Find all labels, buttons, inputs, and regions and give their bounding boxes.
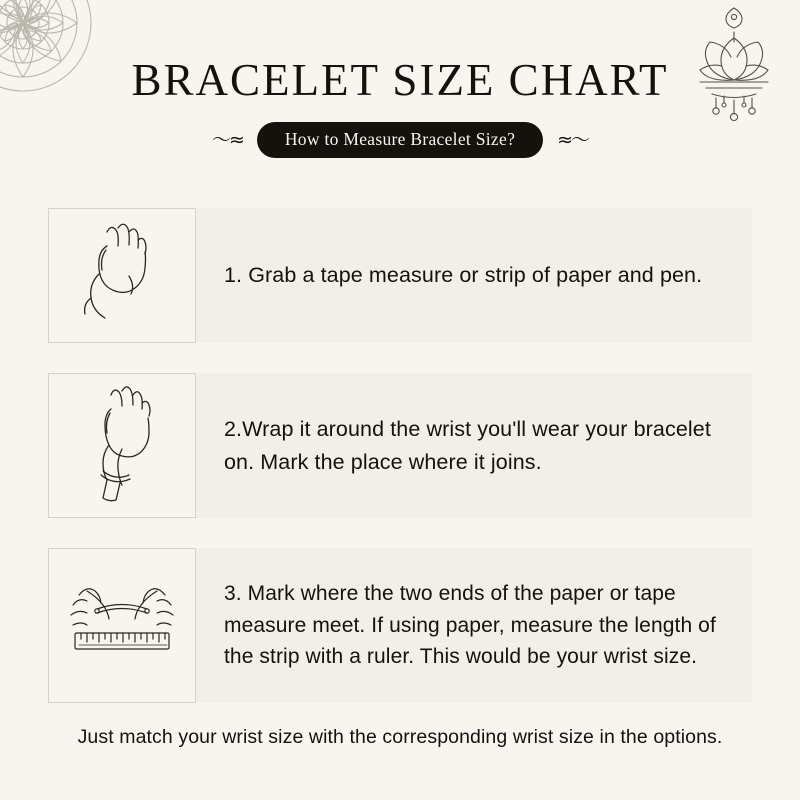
footer-note: Just match your wrist size with the corresponding wrist size in the options. [77, 726, 723, 748]
step-item [48, 373, 752, 518]
hand-wrist-wrapped-tape-icon [67, 383, 177, 508]
flourish-right-icon: ≈〜 [557, 128, 589, 151]
step-item [48, 548, 752, 703]
step-2-illustration [48, 373, 196, 518]
subtitle-row [0, 122, 800, 158]
hands-measuring-paper-strip-with-ruler-icon [57, 571, 187, 681]
step-3-illustration [48, 548, 196, 703]
steps-list [48, 208, 752, 733]
page-title: BRACELET SIZE CHART [131, 55, 669, 105]
hand-holding-tape-measure-icon [67, 218, 177, 333]
subtitle-badge: How to Measure Bracelet Size? [257, 122, 543, 158]
step-item [48, 208, 752, 343]
flourish-left-icon: 〜≈ [211, 128, 243, 151]
step-1-text: 1. Grab a tape measure or strip of paper and pen. [224, 263, 703, 288]
step-3-text: 3. Mark where the two ends of the paper or tape measure meet. If using paper, measure the length of the strip with a ruler. This would be your wrist size. [224, 582, 716, 669]
step-1-illustration [48, 208, 196, 343]
step-2-text: 2.Wrap it around the wrist you'll wear your bracelet on. Mark the place where it joins. [224, 416, 711, 474]
